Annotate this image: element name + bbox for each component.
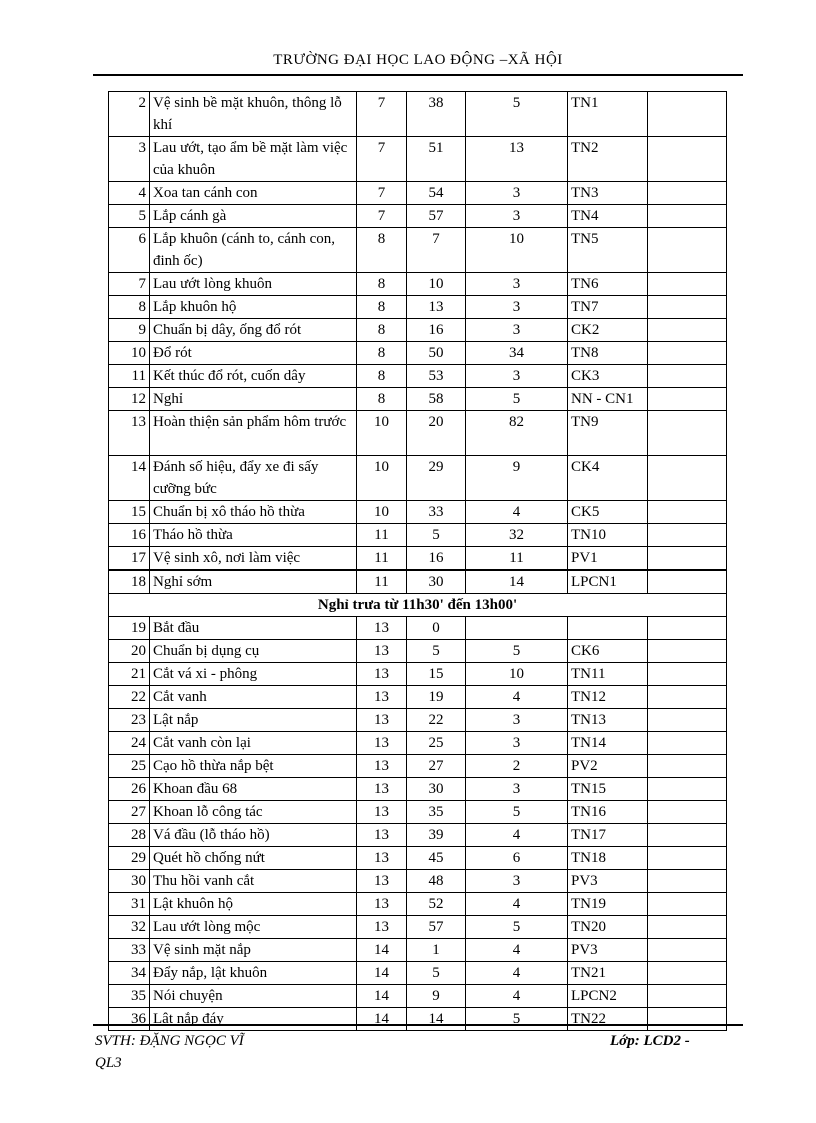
table-row (109, 962, 727, 985)
task-cell: Lắp khuôn hộ (150, 296, 357, 319)
row-number-cell: 25 (109, 755, 150, 778)
schedule-rows-afternoon (109, 617, 727, 1031)
hour-cell: 13 (357, 663, 407, 686)
task-cell: Thu hồi vanh cắt (150, 870, 357, 893)
code-cell: LPCN2 (568, 985, 648, 1008)
table-row (109, 456, 727, 501)
hour-cell: 13 (357, 686, 407, 709)
table-row (109, 296, 727, 319)
note-cell (648, 388, 727, 411)
minute-cell: 35 (407, 801, 466, 824)
note-cell (648, 92, 727, 137)
row-number-cell: 9 (109, 319, 150, 342)
row-number-cell: 22 (109, 686, 150, 709)
task-cell: Nghỉ (150, 388, 357, 411)
footer-rule (93, 1024, 743, 1026)
hour-cell: 14 (357, 939, 407, 962)
code-cell: TN12 (568, 686, 648, 709)
duration-cell: 5 (466, 92, 568, 137)
duration-cell: 3 (466, 296, 568, 319)
note-cell (648, 663, 727, 686)
minute-cell: 45 (407, 847, 466, 870)
note-cell (648, 365, 727, 388)
note-cell (648, 1008, 727, 1031)
hour-cell: 8 (357, 365, 407, 388)
footer-class-value: LCD2 - (643, 1033, 690, 1049)
minute-cell: 57 (407, 205, 466, 228)
duration-cell: 3 (466, 365, 568, 388)
row-number-cell: 2 (109, 92, 150, 137)
code-cell: TN8 (568, 342, 648, 365)
note-cell (648, 847, 727, 870)
hour-cell: 11 (357, 524, 407, 547)
duration-cell: 3 (466, 870, 568, 893)
task-cell: Vệ sinh bề mặt khuôn, thông lỗ khí (150, 92, 357, 137)
row-number-cell: 27 (109, 801, 150, 824)
duration-cell: 4 (466, 501, 568, 524)
task-cell: Nghỉ sớm (150, 570, 357, 594)
code-cell: CK6 (568, 640, 648, 663)
header-rule (93, 74, 743, 76)
task-cell: Khoan lỗ công tác (150, 801, 357, 824)
table-row (109, 411, 727, 456)
task-cell: Cắt vanh còn lại (150, 732, 357, 755)
duration-cell: 82 (466, 411, 568, 456)
note-cell (648, 342, 727, 365)
table-row (109, 640, 727, 663)
table-row (109, 617, 727, 640)
duration-cell: 34 (466, 342, 568, 365)
lunch-break-label: Nghỉ trưa từ 11h30' đến 13h00' (109, 594, 727, 617)
duration-cell: 4 (466, 985, 568, 1008)
minute-cell: 51 (407, 137, 466, 182)
duration-cell: 5 (466, 1008, 568, 1031)
minute-cell: 48 (407, 870, 466, 893)
schedule-rows-morning (109, 92, 727, 594)
hour-cell: 14 (357, 962, 407, 985)
minute-cell: 10 (407, 273, 466, 296)
minute-cell: 33 (407, 501, 466, 524)
footer-student-cont: QL3 (95, 1055, 122, 1071)
code-cell: PV3 (568, 939, 648, 962)
minute-cell: 16 (407, 547, 466, 571)
note-cell (648, 755, 727, 778)
table-row (109, 570, 727, 594)
code-cell (568, 617, 648, 640)
duration-cell: 4 (466, 893, 568, 916)
note-cell (648, 640, 727, 663)
task-cell: Quét hồ chống nứt (150, 847, 357, 870)
row-number-cell: 26 (109, 778, 150, 801)
code-cell: TN3 (568, 182, 648, 205)
minute-cell: 22 (407, 709, 466, 732)
task-cell: Kết thúc đổ rót, cuốn dây (150, 365, 357, 388)
task-cell: Khoan đầu 68 (150, 778, 357, 801)
row-number-cell: 12 (109, 388, 150, 411)
minute-cell: 57 (407, 916, 466, 939)
hour-cell: 13 (357, 617, 407, 640)
task-cell: Nói chuyện (150, 985, 357, 1008)
table-row (109, 1008, 727, 1031)
code-cell: TN11 (568, 663, 648, 686)
table-row (109, 663, 727, 686)
code-cell: TN20 (568, 916, 648, 939)
hour-cell: 10 (357, 456, 407, 501)
table-row (109, 778, 727, 801)
hour-cell: 13 (357, 640, 407, 663)
duration-cell (466, 617, 568, 640)
task-cell: Chuẩn bị dây, ống đổ rót (150, 319, 357, 342)
note-cell (648, 570, 727, 594)
row-number-cell: 30 (109, 870, 150, 893)
table-row (109, 501, 727, 524)
task-cell: Hoàn thiện sản phẩm hôm trước (150, 411, 357, 456)
minute-cell: 16 (407, 319, 466, 342)
hour-cell: 14 (357, 1008, 407, 1031)
code-cell: TN10 (568, 524, 648, 547)
task-cell: Chuẩn bị xô tháo hồ thừa (150, 501, 357, 524)
task-cell: Lật khuôn hộ (150, 893, 357, 916)
note-cell (648, 182, 727, 205)
minute-cell: 20 (407, 411, 466, 456)
task-cell: Cắt vá xi - phông (150, 663, 357, 686)
hour-cell: 14 (357, 985, 407, 1008)
row-number-cell: 21 (109, 663, 150, 686)
table-row (109, 319, 727, 342)
table-row (109, 985, 727, 1008)
task-cell: Tháo hồ thừa (150, 524, 357, 547)
hour-cell: 11 (357, 570, 407, 594)
hour-cell: 13 (357, 893, 407, 916)
code-cell: CK3 (568, 365, 648, 388)
row-number-cell: 6 (109, 228, 150, 273)
code-cell: TN16 (568, 801, 648, 824)
table-row (109, 205, 727, 228)
duration-cell: 4 (466, 939, 568, 962)
duration-cell: 9 (466, 456, 568, 501)
code-cell: TN6 (568, 273, 648, 296)
hour-cell: 13 (357, 755, 407, 778)
code-cell: TN17 (568, 824, 648, 847)
duration-cell: 13 (466, 137, 568, 182)
hour-cell: 7 (357, 137, 407, 182)
note-cell (648, 893, 727, 916)
table-row (109, 342, 727, 365)
table-row (109, 365, 727, 388)
duration-cell: 5 (466, 388, 568, 411)
row-number-cell: 8 (109, 296, 150, 319)
minute-cell: 53 (407, 365, 466, 388)
row-number-cell: 16 (109, 524, 150, 547)
note-cell (648, 319, 727, 342)
hour-cell: 11 (357, 547, 407, 571)
code-cell: TN22 (568, 1008, 648, 1031)
code-cell: TN18 (568, 847, 648, 870)
table-row (109, 939, 727, 962)
duration-cell: 4 (466, 962, 568, 985)
table-row (109, 709, 727, 732)
minute-cell: 1 (407, 939, 466, 962)
note-cell (648, 273, 727, 296)
minute-cell: 9 (407, 985, 466, 1008)
hour-cell: 13 (357, 824, 407, 847)
row-number-cell: 3 (109, 137, 150, 182)
hour-cell: 13 (357, 870, 407, 893)
code-cell: CK4 (568, 456, 648, 501)
row-number-cell: 24 (109, 732, 150, 755)
note-cell (648, 547, 727, 571)
minute-cell: 39 (407, 824, 466, 847)
hour-cell: 8 (357, 228, 407, 273)
row-number-cell: 5 (109, 205, 150, 228)
task-cell: Vệ sinh xô, nơi làm việc (150, 547, 357, 571)
hour-cell: 8 (357, 388, 407, 411)
code-cell: CK2 (568, 319, 648, 342)
duration-cell: 6 (466, 847, 568, 870)
table-row (109, 524, 727, 547)
row-number-cell: 29 (109, 847, 150, 870)
duration-cell: 5 (466, 640, 568, 663)
code-cell: TN9 (568, 411, 648, 456)
note-cell (648, 870, 727, 893)
minute-cell: 5 (407, 962, 466, 985)
note-cell (648, 732, 727, 755)
minute-cell: 19 (407, 686, 466, 709)
duration-cell: 4 (466, 686, 568, 709)
task-cell: Lắp khuôn (cánh to, cánh con, đinh ốc) (150, 228, 357, 273)
duration-cell: 3 (466, 273, 568, 296)
note-cell (648, 411, 727, 456)
table-row (109, 228, 727, 273)
hour-cell: 13 (357, 778, 407, 801)
code-cell: TN2 (568, 137, 648, 182)
hour-cell: 7 (357, 92, 407, 137)
row-number-cell: 32 (109, 916, 150, 939)
note-cell (648, 501, 727, 524)
minute-cell: 29 (407, 456, 466, 501)
hour-cell: 13 (357, 732, 407, 755)
row-number-cell: 13 (109, 411, 150, 456)
task-cell: Vá đầu (lỗ tháo hồ) (150, 824, 357, 847)
table-row (109, 547, 727, 571)
footer-student (95, 1030, 295, 1074)
note-cell (648, 617, 727, 640)
row-number-cell: 31 (109, 893, 150, 916)
code-cell: CK5 (568, 501, 648, 524)
duration-cell: 3 (466, 709, 568, 732)
hour-cell: 8 (357, 342, 407, 365)
task-cell: Đánh số hiệu, đẩy xe đi sấy cưỡng bức (150, 456, 357, 501)
note-cell (648, 916, 727, 939)
note-cell (648, 801, 727, 824)
row-number-cell: 14 (109, 456, 150, 501)
hour-cell: 8 (357, 273, 407, 296)
table-row (109, 388, 727, 411)
task-cell: Đẩy nắp, lật khuôn (150, 962, 357, 985)
table-row (109, 137, 727, 182)
minute-cell: 14 (407, 1008, 466, 1031)
minute-cell: 25 (407, 732, 466, 755)
duration-cell: 3 (466, 732, 568, 755)
minute-cell: 5 (407, 640, 466, 663)
table-row (109, 824, 727, 847)
row-number-cell: 34 (109, 962, 150, 985)
minute-cell: 58 (407, 388, 466, 411)
row-number-cell: 28 (109, 824, 150, 847)
task-cell: Vệ sinh mặt nắp (150, 939, 357, 962)
minute-cell: 50 (407, 342, 466, 365)
row-number-cell: 23 (109, 709, 150, 732)
minute-cell: 13 (407, 296, 466, 319)
hour-cell: 10 (357, 411, 407, 456)
hour-cell: 7 (357, 182, 407, 205)
note-cell (648, 985, 727, 1008)
minute-cell: 30 (407, 778, 466, 801)
row-number-cell: 10 (109, 342, 150, 365)
task-cell: Lau ướt, tạo ẩm bề mặt làm việc của khuôn (150, 137, 357, 182)
minute-cell: 38 (407, 92, 466, 137)
row-number-cell: 19 (109, 617, 150, 640)
row-number-cell: 15 (109, 501, 150, 524)
lunch-break-section (109, 594, 727, 617)
duration-cell: 3 (466, 182, 568, 205)
note-cell (648, 962, 727, 985)
duration-cell: 3 (466, 205, 568, 228)
table-row (109, 847, 727, 870)
table-row (109, 870, 727, 893)
task-cell: Xoa tan cánh con (150, 182, 357, 205)
row-number-cell: 7 (109, 273, 150, 296)
minute-cell: 54 (407, 182, 466, 205)
minute-cell: 15 (407, 663, 466, 686)
hour-cell: 13 (357, 801, 407, 824)
footer-student-name: SVTH: ĐẶNG NGỌC VĨ (95, 1033, 244, 1049)
task-cell: Chuẩn bị dụng cụ (150, 640, 357, 663)
duration-cell: 10 (466, 228, 568, 273)
duration-cell: 3 (466, 319, 568, 342)
code-cell: TN1 (568, 92, 648, 137)
task-cell: Lắp cánh gà (150, 205, 357, 228)
duration-cell: 10 (466, 663, 568, 686)
code-cell: NN - CN1 (568, 388, 648, 411)
duration-cell: 14 (466, 570, 568, 594)
note-cell (648, 456, 727, 501)
note-cell (648, 824, 727, 847)
duration-cell: 11 (466, 547, 568, 571)
task-cell: Lau ướt lòng khuôn (150, 273, 357, 296)
row-number-cell: 4 (109, 182, 150, 205)
code-cell: TN13 (568, 709, 648, 732)
note-cell (648, 137, 727, 182)
task-cell: Bắt đầu (150, 617, 357, 640)
lunch-break-row (109, 594, 727, 617)
table-row (109, 732, 727, 755)
task-cell: Cắt vanh (150, 686, 357, 709)
note-cell (648, 939, 727, 962)
duration-cell: 2 (466, 755, 568, 778)
code-cell: PV3 (568, 870, 648, 893)
hour-cell: 8 (357, 319, 407, 342)
duration-cell: 3 (466, 778, 568, 801)
code-cell: PV2 (568, 755, 648, 778)
code-cell: TN21 (568, 962, 648, 985)
minute-cell: 52 (407, 893, 466, 916)
table-row (109, 686, 727, 709)
duration-cell: 32 (466, 524, 568, 547)
row-number-cell: 35 (109, 985, 150, 1008)
minute-cell: 27 (407, 755, 466, 778)
table-row (109, 755, 727, 778)
hour-cell: 13 (357, 916, 407, 939)
minute-cell: 7 (407, 228, 466, 273)
code-cell: LPCN1 (568, 570, 648, 594)
hour-cell: 13 (357, 709, 407, 732)
task-cell: Cạo hồ thừa nắp bệt (150, 755, 357, 778)
note-cell (648, 778, 727, 801)
duration-cell: 5 (466, 801, 568, 824)
hour-cell: 8 (357, 296, 407, 319)
table-row (109, 893, 727, 916)
code-cell: TN14 (568, 732, 648, 755)
table-row (109, 273, 727, 296)
note-cell (648, 686, 727, 709)
code-cell: TN15 (568, 778, 648, 801)
minute-cell: 0 (407, 617, 466, 640)
table-row (109, 92, 727, 137)
row-number-cell: 18 (109, 570, 150, 594)
row-number-cell: 17 (109, 547, 150, 571)
task-cell: Lật nắp đáy (150, 1008, 357, 1031)
note-cell (648, 228, 727, 273)
row-number-cell: 11 (109, 365, 150, 388)
task-cell: Lau ướt lòng mộc (150, 916, 357, 939)
code-cell: TN5 (568, 228, 648, 273)
task-cell: Lật nắp (150, 709, 357, 732)
note-cell (648, 205, 727, 228)
row-number-cell: 33 (109, 939, 150, 962)
duration-cell: 4 (466, 824, 568, 847)
hour-cell: 10 (357, 501, 407, 524)
code-cell: TN19 (568, 893, 648, 916)
minute-cell: 30 (407, 570, 466, 594)
note-cell (648, 524, 727, 547)
note-cell (648, 709, 727, 732)
minute-cell: 5 (407, 524, 466, 547)
code-cell: PV1 (568, 547, 648, 571)
row-number-cell: 36 (109, 1008, 150, 1031)
hour-cell: 13 (357, 847, 407, 870)
page-header-title: TRƯỜNG ĐẠI HỌC LAO ĐỘNG –XÃ HỘI (273, 52, 563, 68)
table-row (109, 182, 727, 205)
hour-cell: 7 (357, 205, 407, 228)
schedule-table (108, 91, 727, 1031)
duration-cell: 5 (466, 916, 568, 939)
code-cell: TN7 (568, 296, 648, 319)
table-row (109, 916, 727, 939)
footer-class (610, 1030, 750, 1052)
code-cell: TN4 (568, 205, 648, 228)
row-number-cell: 20 (109, 640, 150, 663)
note-cell (648, 296, 727, 319)
footer-class-label: Lớp: (610, 1033, 640, 1049)
task-cell: Đổ rót (150, 342, 357, 365)
table-row (109, 801, 727, 824)
